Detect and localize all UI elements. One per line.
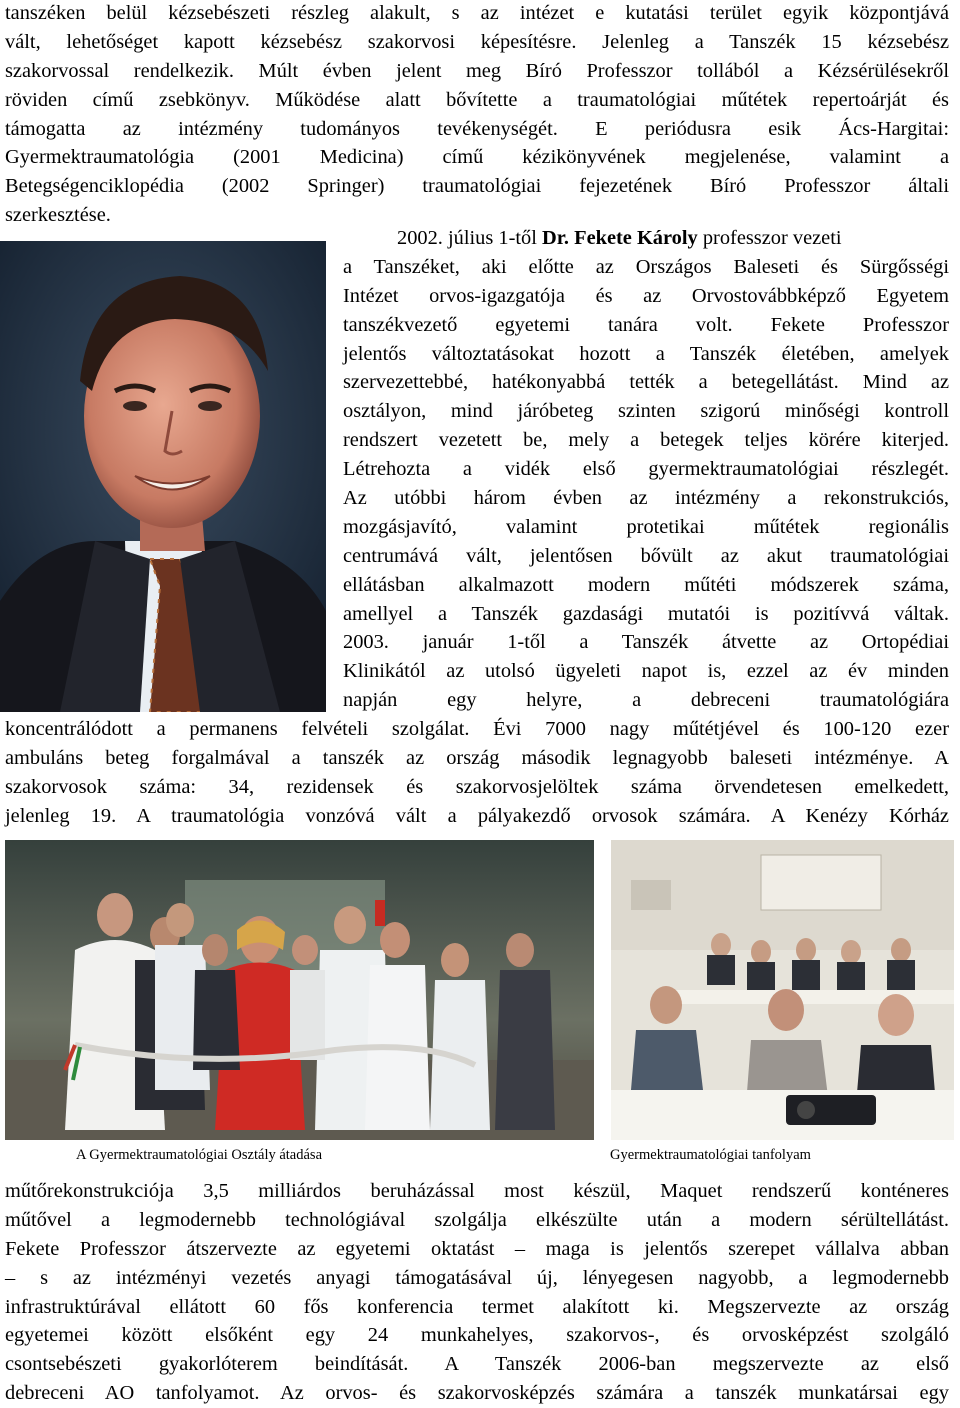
text-line: jelentős változtatásokat hozott a Tanszék életében, amelyek: [343, 342, 949, 365]
text-line: amellyel a Tanszék gazdasági mutatói is pozitívvá váltak.: [343, 602, 949, 625]
text-line: Intézet orvos-igazgatója és az Orvostovábbképző Egyetem: [343, 284, 949, 307]
text-span: 2002. július 1-től: [397, 227, 543, 249]
text-line: szervezettebbé, hatékonyabbá tették a betegellátást. Mind az: [343, 371, 949, 394]
text-line: Betegségenciklopédia (2002 Springer) traumatológiai fejezetének Bíró Professzor általi: [5, 175, 949, 198]
portrait-illustration: [0, 241, 326, 712]
ribbon-cutting-illustration: [5, 840, 594, 1140]
text-line: egyetemei között elsőként egy 24 munkahelyes, szakorvos-, és orvosképzést szolgáló: [5, 1324, 949, 1347]
text-span: professzor vezeti: [697, 227, 842, 249]
text-line: Klinikától az utolsó ügyeleti napot is, ezzel az év minden: [343, 660, 949, 683]
text-line: ellátásban alkalmazott modern műtéti módszerek száma,: [343, 573, 949, 596]
text-line: csontsebészeti gyakorlóterem beindítását. A Tanszék 2006-ban megszervezte az első: [5, 1353, 949, 1376]
text-line: centrumává vált, jelentősen bővült az akut traumatológiai: [343, 544, 949, 567]
text-line: Fekete Professzor átszervezte az egyetemi oktatást – maga is jelentős szerepet vállalva abban: [5, 1237, 949, 1260]
text-line: – s az intézményi vezetés anyagi támogatásával új, lényegesen nagyobb, a legmodernebb: [5, 1266, 949, 1289]
course-illustration: [611, 840, 954, 1140]
text-line: 2003. január 1-től a Tanszék átvette az Ortopédiai: [343, 631, 949, 654]
text-line: a Tanszéket, aki előtte az Országos Baleseti és Sürgősségi: [343, 255, 949, 278]
text-line: szakorvosok száma: 34, rezidensek és szakorvosjelöltek száma örvendetesen emelkedett,: [5, 775, 949, 798]
left-photo-caption: A Gyermektraumatológiai Osztály átadása: [76, 1147, 323, 1163]
text-line: Létrehozta a vidék első gyermektraumatológiai részlegét.: [343, 458, 949, 481]
text-line: tanszékvezető egyetemi tanára volt. Fekete Professzor: [343, 313, 949, 336]
side-column: [343, 224, 949, 715]
right-photo-caption: Gyermektraumatológiai tanfolyam: [610, 1147, 811, 1163]
middle-paragraph: [5, 715, 949, 831]
text-line: infrastruktúrával ellátott 60 fős konferencia termet alakított ki. Megszervezte az ország: [5, 1295, 949, 1318]
text-line: debreceni AO tanfolyamot. Az orvos- és szakorvosképzés számára a tanszék munkatársai egy: [5, 1382, 949, 1405]
text-line: koncentrálódott a permanens felvételi szolgálat. Évi 7000 nagy műtétjével és 100-120 ezer: [5, 718, 949, 740]
text-line: mozgásjavító, valamint protetikai műtétek regionális: [343, 515, 949, 538]
course-photo: [611, 840, 954, 1140]
side-first-line: [343, 224, 949, 253]
bottom-paragraph: [5, 1177, 949, 1408]
top-paragraph: [5, 0, 949, 230]
text-line: napján egy helyre, a debreceni traumatológiára: [343, 689, 949, 712]
text-line: vált, lehetőséget kapott kézsebész szakorvosi képesítésre. Jelenleg a Tanszék 15 kézsebész: [5, 30, 949, 53]
text-line: szerkesztése.: [5, 204, 111, 227]
text-line: támogatta az intézmény tudományos tevékenységét. E periódusra esik Ács-Hargitai:: [5, 117, 949, 140]
portrait-photo: [0, 241, 326, 712]
text-line: osztályon, mind járóbeteg szinten szigorú minőségi kontroll: [343, 400, 949, 423]
text-line: jelenleg 19. A traumatológia vonzóvá vált a pályakezdő orvosok számára. A Kenézy Kórház: [5, 804, 949, 827]
text-line: röviden című zsebkönyv. Működése alatt bővítette a traumatológiai műtétek repertoárját és: [5, 88, 949, 111]
text-line: rendszert vezetett be, mely a betegek teljes körére kiterjed.: [343, 429, 949, 452]
text-line: tanszéken belül kézsebészeti részleg alakult, s az intézet e kutatási terület egyik központjává: [5, 2, 949, 24]
ribbon-cutting-photo: [5, 840, 594, 1140]
text-line: műtővel a legmodernebb technológiával szolgálja elkészülte után a modern sérültellátást.: [5, 1208, 949, 1231]
text-line: Gyermektraumatológia (2001 Medicina) című kézikönyvének megjelenése, valamint a: [5, 146, 949, 169]
text-line: szakorvossal rendelkezik. Múlt évben jelent meg Bíró Professzor tollából a Kézsérülésekről: [5, 59, 949, 82]
text-line: Az utóbbi három évben az intézmény a rekonstrukciós,: [343, 487, 949, 510]
text-line: ambuláns beteg forgalmával a tanszék az ország második legnagyobb baleseti intézménye. A: [5, 746, 949, 769]
name-bold: Dr. Fekete Károly: [542, 227, 698, 249]
text-line: műtőrekonstrukciója 3,5 milliárdos beruházással most készül, Maquet rendszerű konténeres: [5, 1180, 949, 1202]
